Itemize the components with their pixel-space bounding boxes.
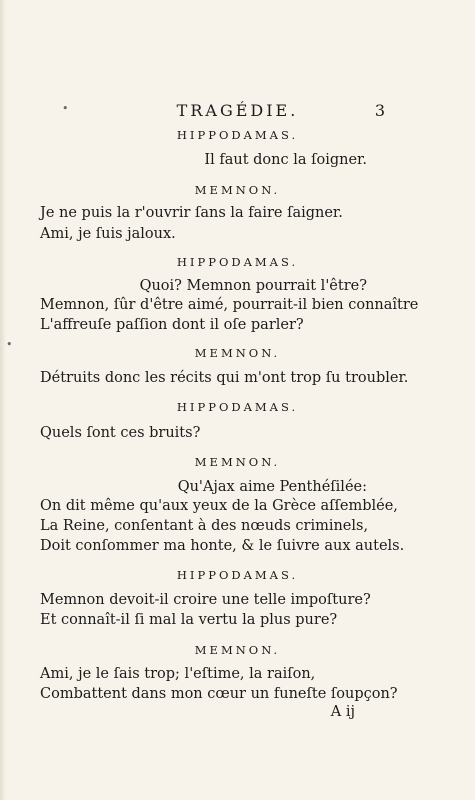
verse-line: Ami, je le ſais trop; l'eſtime, la raiſon,	[40, 666, 316, 682]
speaker-name: MEMNON.	[194, 346, 281, 360]
verse-line: L'affreuſe paſſion dont il oſe parler?	[40, 317, 304, 333]
page-number: 3	[374, 101, 385, 120]
verse-line: Quels ſont ces bruits?	[40, 425, 201, 441]
verse-line: Combattent dans mon cœur un funeſte ſoupçon?	[40, 686, 398, 702]
verse-line: Doit conſommer ma honte, & le ſuivre aux autels.	[40, 538, 405, 554]
verse-line: On dit même qu'aux yeux de la Grèce aſſemblée,	[40, 498, 398, 514]
speaker-name: MEMNON.	[194, 183, 281, 197]
running-title: TRAGÉDIE.	[176, 101, 299, 120]
verse-line: Détruits donc les récits qui m'ont trop ſu troubler.	[40, 370, 409, 386]
signature-mark: A ij	[330, 704, 355, 720]
speaker-name: HIPPODAMAS.	[176, 128, 299, 142]
speaker-name: HIPPODAMAS.	[176, 255, 299, 269]
verse-line: Quoi? Memnon pourrait l'être?	[139, 278, 367, 294]
verse-line: Memnon devoit-il croire une telle impoſture?	[40, 592, 371, 608]
verse-line: Qu'Ajax aime Penthéſilée:	[177, 479, 367, 495]
speaker-name: HIPPODAMAS.	[176, 400, 299, 414]
speaker-name: HIPPODAMAS.	[176, 568, 299, 582]
verse-line: Memnon, ſûr d'être aimé, pourrait-il bien connaître	[40, 297, 419, 313]
speaker-name: MEMNON.	[194, 455, 281, 469]
margin-mark: •	[6, 338, 13, 351]
verse-line: Ami, je ſuis jaloux.	[40, 226, 176, 242]
verse-line: Il faut donc la ſoigner.	[204, 152, 367, 168]
verse-line: Je ne puis la r'ouvrir ſans la faire ſaigner.	[40, 205, 343, 221]
verse-line: La Reine, conſentant à des nœuds criminels,	[40, 518, 369, 534]
speaker-name: MEMNON.	[194, 643, 281, 657]
verse-line: Et connaît-il ſi mal la vertu la plus pure?	[40, 612, 338, 628]
page-header	[0, 101, 475, 123]
margin-mark: •	[62, 102, 69, 115]
